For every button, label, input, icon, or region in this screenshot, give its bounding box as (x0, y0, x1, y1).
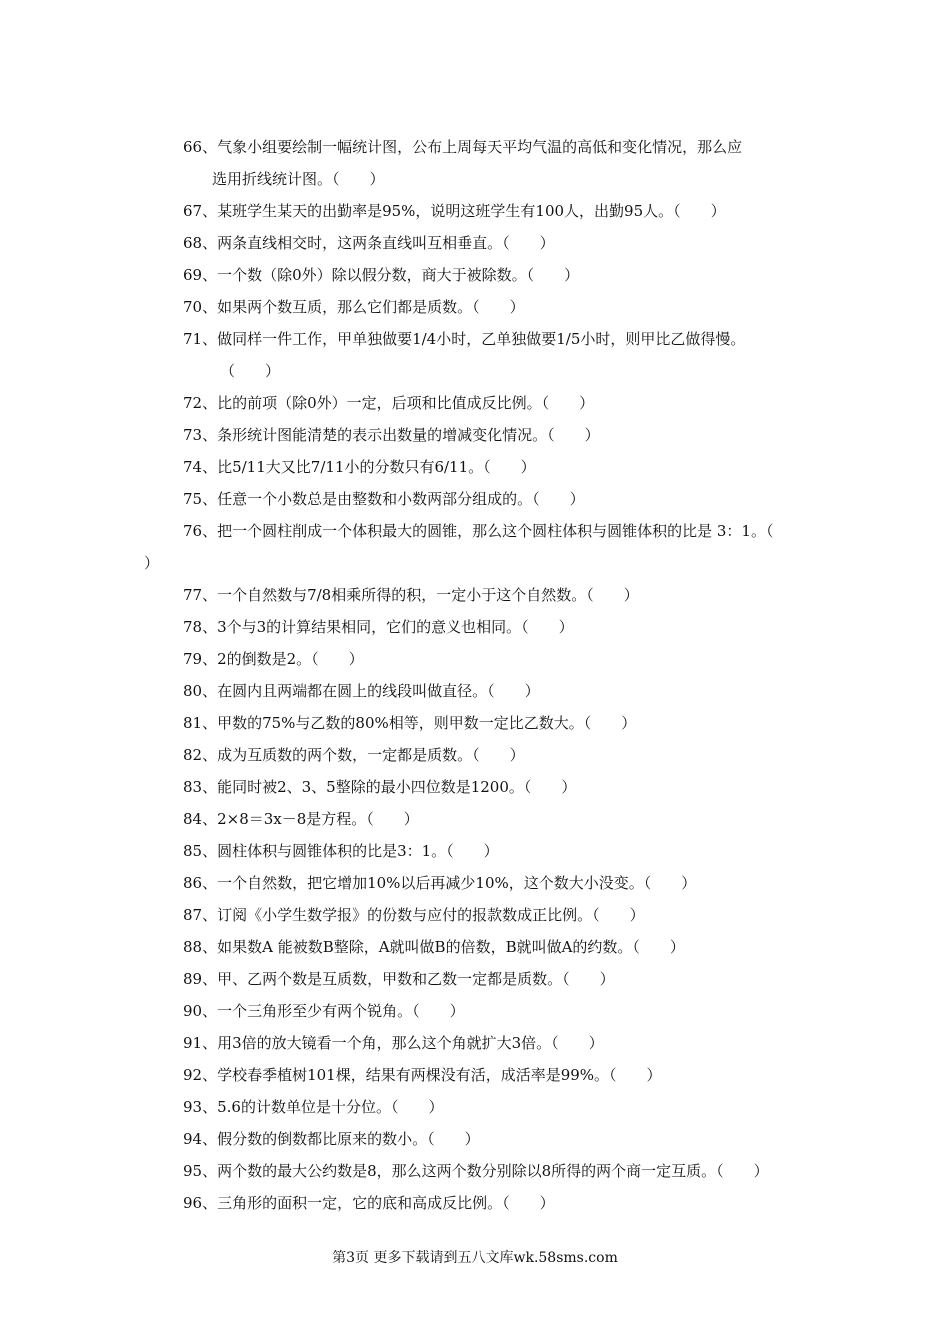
question-90: 90、一个三角形至少有两个锐角。（ ） (183, 1002, 465, 1020)
question-94: 94、假分数的倒数都比原来的数小。（ ） (183, 1130, 480, 1148)
question-66: 66、气象小组要绘制一幅统计图，公布上周每天平均气温的高低和变化情况，那么应 (183, 138, 743, 156)
question-78: 78、3个与3的计算结果相同，它们的意义也相同。（ ） (183, 618, 574, 636)
question-87: 87、订阅《小学生数学报》的份数与应付的报款数成正比例。（ ） (183, 906, 645, 924)
question-76: 76、把一个圆柱削成一个体积最大的圆锥，那么这个圆柱体积与圆锥体积的比是 3：1。（ (183, 522, 774, 540)
question-81: 81、甲数的75%与乙数的80%相等，则甲数一定比乙数大。（ ） (183, 714, 637, 732)
question-82: 82、成为互质数的两个数，一定都是质数。（ ） (183, 746, 525, 764)
question-71-continuation: （ ） (220, 362, 281, 380)
question-68: 68、两条直线相交时，这两条直线叫互相垂直。（ ） (183, 234, 555, 252)
question-91: 91、用3倍的放大镜看一个角，那么这个角就扩大3倍。（ ） (183, 1034, 604, 1052)
question-75: 75、任意一个小数总是由整数和小数两部分组成的。（ ） (183, 490, 585, 508)
question-80: 80、在圆内且两端都在圆上的线段叫做直径。（ ） (183, 682, 540, 700)
question-70: 70、如果两个数互质，那么它们都是质数。（ ） (183, 298, 525, 316)
question-79: 79、2的倒数是2。（ ） (183, 650, 364, 668)
question-69: 69、一个数（除0外）除以假分数，商大于被除数。（ ） (183, 266, 580, 284)
question-92: 92、学校春季植树101棵，结果有两棵没有活，成活率是99%。（ ） (183, 1066, 662, 1084)
question-89: 89、甲、乙两个数是互质数，甲数和乙数一定都是质数。（ ） (183, 970, 615, 988)
page-footer: 第3页 更多下载请到五八文库wk.58sms.com (332, 1250, 618, 1266)
question-66-continuation: 选用折线统计图。（ ） (212, 170, 385, 188)
question-88: 88、如果数A 能被数B整除，A就叫做B的倍数，B就叫做A的约数。（ ） (183, 938, 685, 956)
question-71: 71、做同样一件工作，甲单独做要1/4小时，乙单独做要1/5小时，则甲比乙做得慢。 (183, 330, 746, 348)
question-67: 67、某班学生某天的出勤率是95%，说明这班学生有100人，出勤95人。（ ） (183, 202, 726, 220)
question-83: 83、能同时被2、3、5整除的最小四位数是1200。（ ） (183, 778, 577, 796)
question-93: 93、5.6的计数单位是十分位。（ ） (183, 1098, 444, 1116)
question-85: 85、圆柱体积与圆锥体积的比是3：1。（ ） (183, 842, 499, 860)
question-96: 96、三角形的面积一定，它的底和高成反比例。（ ） (183, 1194, 555, 1212)
question-86: 86、一个自然数，把它增加10%以后再减少10%，这个数大小没变。（ ） (183, 874, 697, 892)
question-74: 74、比5/11大又比7/11小的分数只有6/11。（ ） (183, 458, 536, 476)
question-84: 84、2×8＝3x－8是方程。（ ） (183, 810, 419, 828)
question-76-continuation: ） (144, 554, 160, 572)
question-77: 77、一个自然数与7/8相乘所得的积，一定小于这个自然数。（ ） (183, 586, 639, 604)
question-72: 72、比的前项（除0外）一定，后项和比值成反比例。（ ） (183, 394, 595, 412)
question-73: 73、条形统计图能清楚的表示出数量的增减变化情况。（ ） (183, 426, 600, 444)
question-95: 95、两个数的最大公约数是8，那么这两个数分别除以8所得的两个商一定互质。（ ） (183, 1162, 769, 1180)
